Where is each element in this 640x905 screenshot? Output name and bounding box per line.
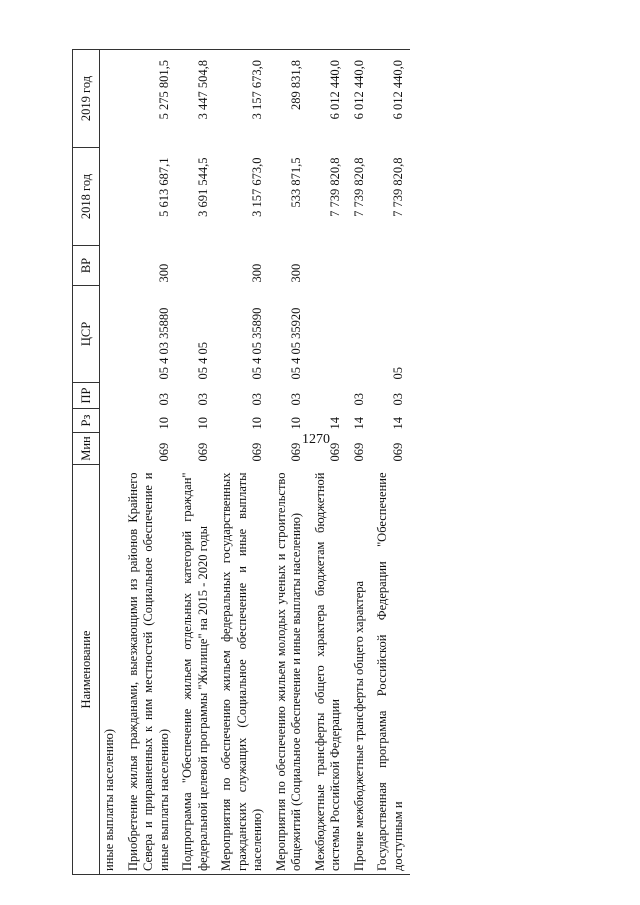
row-name: Государственная программа Российской Федерации "Обеспечение доступным и xyxy=(371,465,410,875)
row-2019: 3 157 673,0 xyxy=(215,50,270,148)
header-vr: ВР xyxy=(73,246,100,286)
row-pr: 03 xyxy=(195,393,210,406)
row-min: 069 xyxy=(351,442,366,462)
header-name: Наименование xyxy=(73,465,100,875)
row-2018: 5 613 687,1 xyxy=(156,157,171,217)
row-min: 069 xyxy=(156,442,171,462)
row-csr: 05 4 05 35920 xyxy=(289,307,303,380)
row-min: 069 xyxy=(390,442,405,462)
row-2018: 3 691 544,5 xyxy=(195,157,210,217)
row-2019: 3 447 504,8 xyxy=(176,50,215,148)
row-vr xyxy=(100,246,122,286)
row-2019 xyxy=(100,50,122,148)
row-pr: 03 xyxy=(390,393,405,406)
row-min xyxy=(100,433,122,465)
table-header-row xyxy=(73,50,100,875)
header-pr: ПР xyxy=(73,383,100,409)
row-name: Межбюджетные трансферты общего характера бюджетам бюджетной системы Российской Федерации xyxy=(309,465,348,875)
row-2019: 6 012 440,0 xyxy=(348,50,372,148)
row-2018: 3 157 673,0 xyxy=(250,157,264,217)
header-2019: 2019 год xyxy=(73,50,100,148)
header-2018: 2018 год xyxy=(73,148,100,246)
row-csr xyxy=(100,286,122,383)
table-row xyxy=(100,50,122,875)
row-pr: 03 xyxy=(156,393,171,406)
table-row xyxy=(122,50,177,875)
row-name: иные выплаты населению) xyxy=(100,465,122,875)
row-rz: 10 xyxy=(195,417,210,430)
header-rz: Рз xyxy=(73,409,100,433)
row-rz: 10 xyxy=(250,417,264,430)
row-2019: 289 831,8 xyxy=(270,50,309,148)
row-rz: 14 xyxy=(328,417,342,430)
row-vr xyxy=(176,246,215,286)
header-min: Мин xyxy=(73,433,100,465)
row-vr xyxy=(371,246,410,286)
table-row xyxy=(176,50,215,875)
table-row xyxy=(270,50,309,875)
budget-table-rotated xyxy=(72,50,602,875)
row-rz: 10 xyxy=(289,417,303,430)
row-2018: 7 739 820,8 xyxy=(328,157,342,217)
row-2018: 7 739 820,8 xyxy=(351,157,366,217)
row-2018 xyxy=(100,148,122,246)
row-csr: 05 4 05 xyxy=(195,342,210,380)
row-2019: 6 012 440,0 xyxy=(309,50,348,148)
row-pr: 03 xyxy=(351,393,366,406)
row-csr xyxy=(309,286,348,383)
row-vr xyxy=(309,246,348,286)
row-min: 069 xyxy=(289,442,303,462)
budget-table xyxy=(72,49,410,875)
row-csr: 05 4 03 35880 xyxy=(156,307,171,380)
table-row xyxy=(215,50,270,875)
row-min: 069 xyxy=(250,442,264,462)
row-2018: 7 739 820,8 xyxy=(390,157,405,217)
row-name: Приобретение жилья гражданами, выезжающими из районов Крайнего Севера и приравненных к ним местностей (Социальное обеспечение и иные выплаты населению) xyxy=(122,465,177,875)
row-2018: 533 871,5 xyxy=(289,157,303,208)
row-name: Мероприятия по обеспечению жильем молодых ученых и строительство общежитий (Социальное обеспечение и иные выплаты населению) xyxy=(270,465,309,875)
row-rz: 10 xyxy=(156,417,171,430)
row-vr: 300 xyxy=(289,263,303,283)
table-row xyxy=(348,50,372,875)
row-vr: 300 xyxy=(250,263,264,283)
row-2019: 6 012 440,0 xyxy=(371,50,410,148)
row-min: 069 xyxy=(328,442,342,462)
row-rz: 14 xyxy=(351,417,366,430)
row-pr: 03 xyxy=(289,393,303,406)
row-2019: 5 275 801,5 xyxy=(122,50,177,148)
row-vr: 300 xyxy=(156,263,171,283)
row-csr: 05 xyxy=(390,367,405,380)
row-csr: 05 4 05 35890 xyxy=(250,307,264,380)
row-pr xyxy=(309,383,348,409)
row-rz: 14 xyxy=(390,417,405,430)
table-row xyxy=(309,50,348,875)
row-pr xyxy=(100,383,122,409)
page-number: 1270 xyxy=(302,432,330,447)
row-pr: 03 xyxy=(250,393,264,406)
row-min: 069 xyxy=(195,442,210,462)
table-row xyxy=(371,50,410,875)
row-name: Прочие межбюджетные трансферты общего характера xyxy=(348,465,372,875)
row-name: Подпрограмма "Обеспечение жильем отдельных категорий граждан" федеральной целевой программы "Жилище" на 2015 - 2020 годы xyxy=(176,465,215,875)
row-name: Мероприятия по обеспечению жильем федеральных государственных гражданских служащих (Социальное обеспечение и иные выплаты населению) xyxy=(215,465,270,875)
header-csr: ЦСР xyxy=(73,286,100,383)
row-vr xyxy=(348,246,372,286)
row-rz xyxy=(100,409,122,433)
row-csr xyxy=(348,286,372,383)
